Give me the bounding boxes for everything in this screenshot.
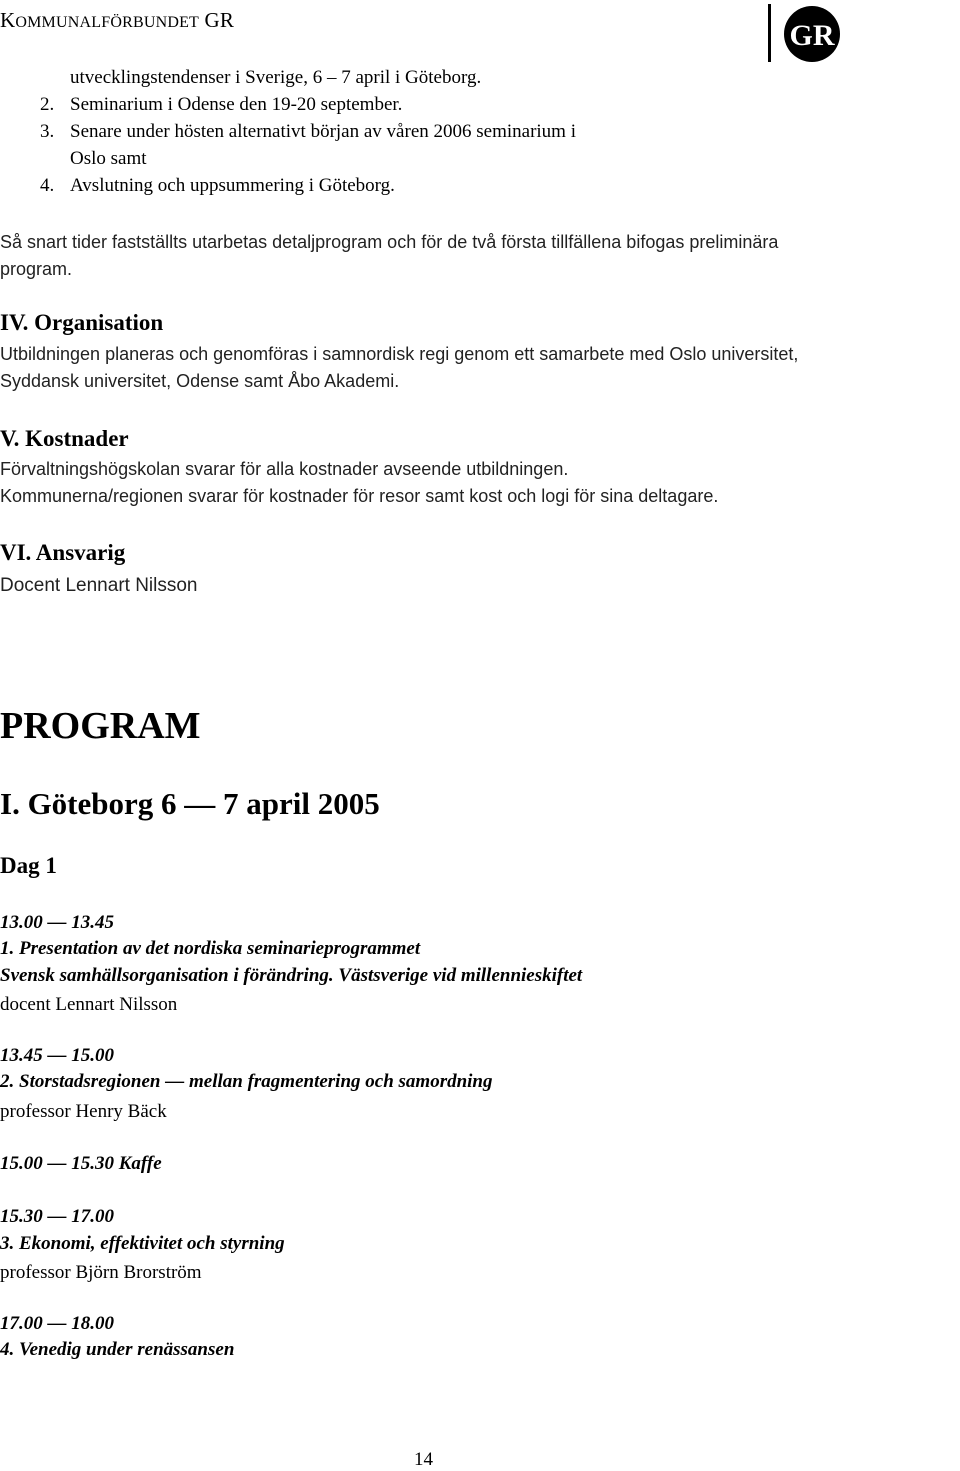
paragraph-line: Förvaltningshögskolan svarar för alla kostnader avseende utbildningen. <box>0 459 569 479</box>
coffee-break: 15.00 — 15.30 Kaffe <box>0 1153 162 1174</box>
list-number: 4. <box>40 175 55 196</box>
paragraph-line: program. <box>0 259 73 279</box>
session-subtitle: Svensk samhällsorganisation i förändring. Västsverige vid millennieskiftet <box>0 965 583 986</box>
org-name-rest: OMMUNALFÖRBUNDET <box>15 14 200 31</box>
paragraph-line: Syddansk universitet, Odense samt Åbo Akademi. <box>0 371 400 391</box>
list-number: 2. <box>40 94 55 115</box>
list-number: 3. <box>40 121 55 142</box>
session-time: 13.00 — 13.45 <box>0 912 114 933</box>
section-heading-iv: IV. Organisation <box>0 310 164 335</box>
logo-text: GR <box>789 19 835 52</box>
paragraph-line: Utbildningen planeras och genomföras i samnordisk regi genom ett samarbete med Oslo universitet, <box>0 344 799 364</box>
org-gr: GR <box>204 8 235 32</box>
session-title: 1. Presentation av det nordiska seminarieprogrammet <box>0 938 421 959</box>
paragraph-line: Så snart tider fastställts utarbetas detaljprogram och för de två första tillfällena bifogas preliminära <box>0 232 779 252</box>
list-item: Senare under hösten alternativt början av våren 2006 seminarium i <box>70 121 576 142</box>
program-subtitle: I. Göteborg 6 — 7 april 2005 <box>0 786 380 821</box>
program-title: PROGRAM <box>0 705 201 747</box>
organization-header <box>0 8 234 33</box>
paragraph-line: Kommunerna/regionen svarar för kostnader för resor samt kost och logi för sina deltagare. <box>0 486 719 506</box>
session-time: 13.45 — 15.00 <box>0 1045 114 1066</box>
paragraph-line: Docent Lennart Nilsson <box>0 575 198 596</box>
session-title: 2. Storstadsregionen — mellan fragmentering och samordning <box>0 1071 493 1092</box>
session-speaker: professor Björn Brorström <box>0 1262 202 1283</box>
gr-logo <box>766 2 846 66</box>
org-initial: K <box>0 8 16 32</box>
session-title: 4. Venedig under renässansen <box>0 1339 235 1360</box>
page-number: 14 <box>414 1449 433 1470</box>
section-heading-v: V. Kostnader <box>0 426 129 451</box>
list-item: Seminarium i Odense den 19-20 september. <box>70 94 403 115</box>
session-speaker: docent Lennart Nilsson <box>0 994 178 1015</box>
day-heading: Dag 1 <box>0 853 57 878</box>
section-heading-vi: VI. Ansvarig <box>0 540 126 565</box>
list-item: Avslutning och uppsummering i Göteborg. <box>70 175 395 196</box>
list-line-1: utvecklingstendenser i Sverige, 6 – 7 april i Göteborg. <box>70 67 482 88</box>
list-item-continuation: Oslo samt <box>70 148 147 169</box>
session-time: 15.30 — 17.00 <box>0 1206 114 1227</box>
session-speaker: professor Henry Bäck <box>0 1101 167 1122</box>
session-title: 3. Ekonomi, effektivitet och styrning <box>0 1233 285 1254</box>
session-time: 17.00 — 18.00 <box>0 1313 114 1334</box>
